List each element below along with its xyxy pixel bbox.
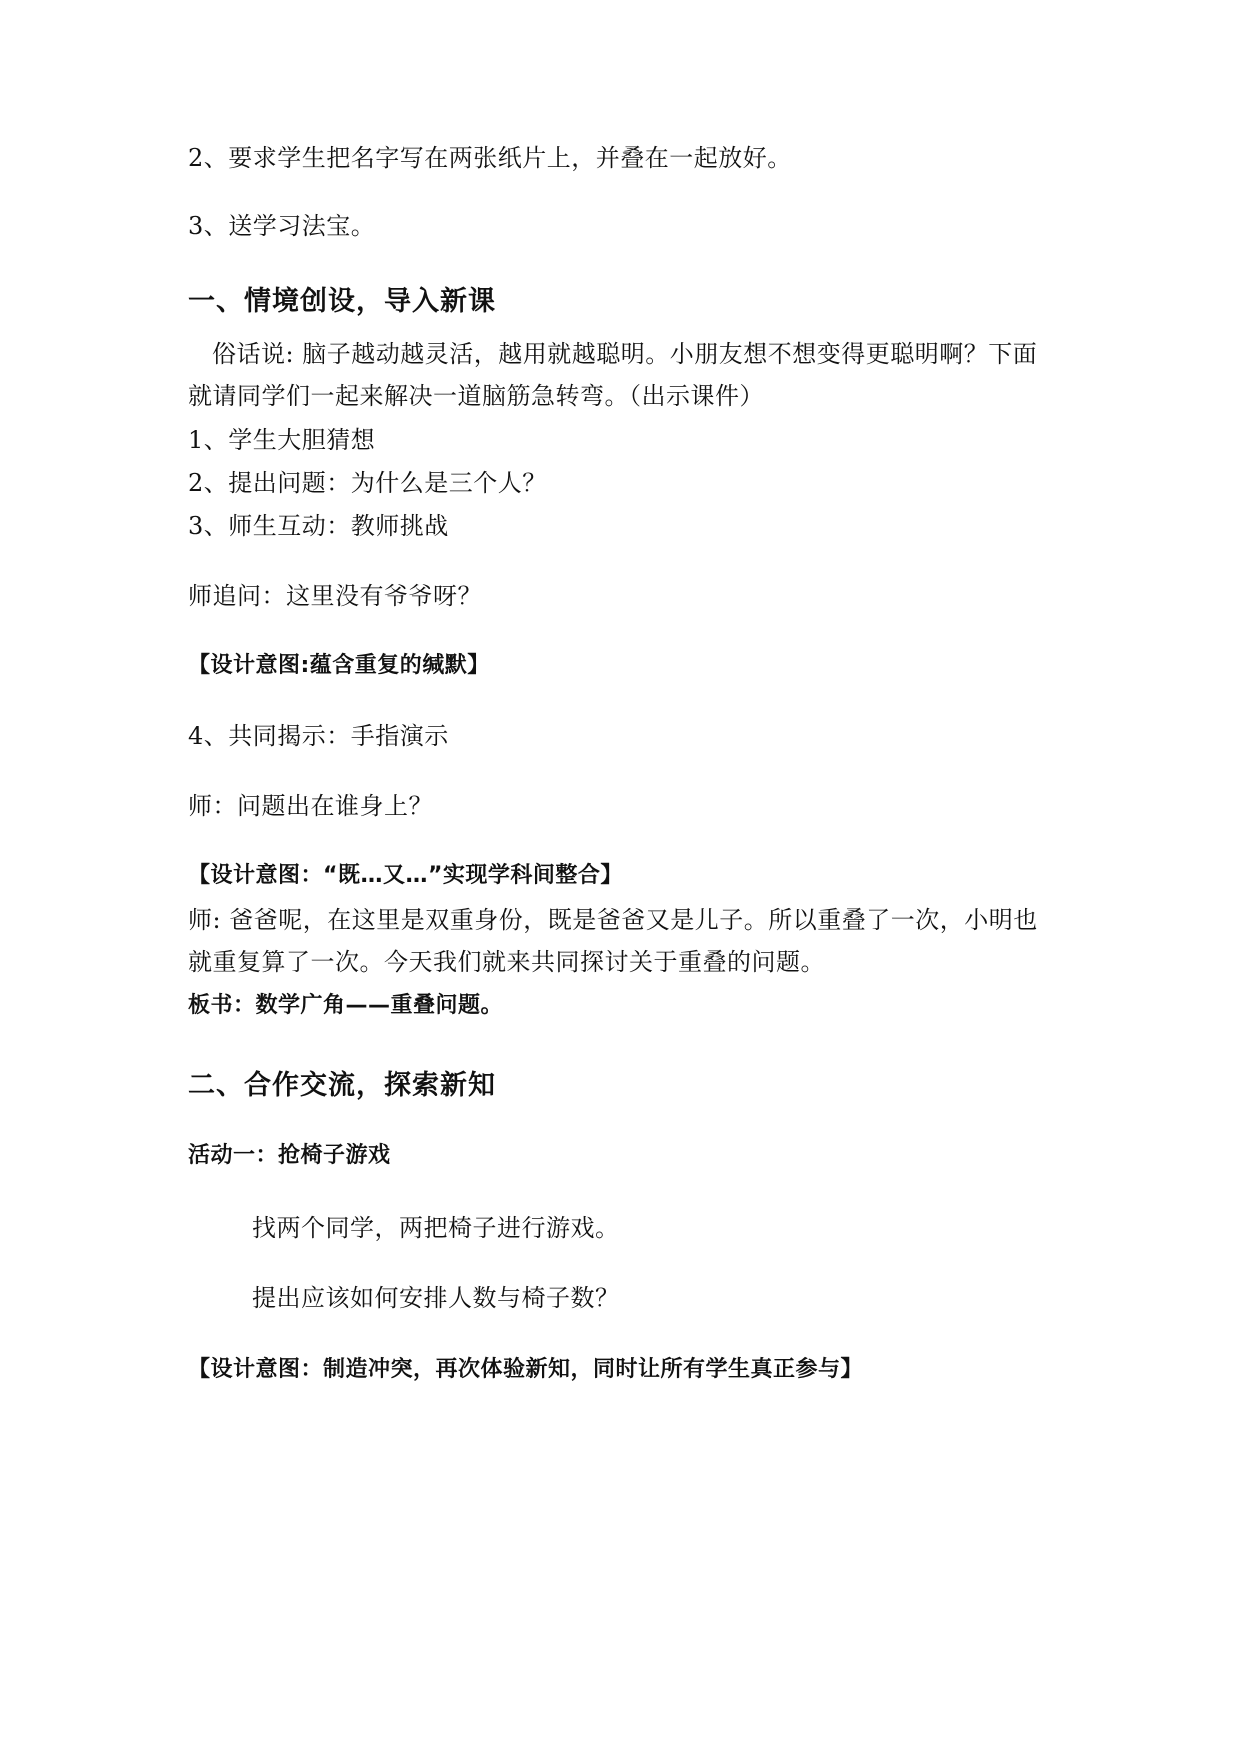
section1-step-4: 4、共同揭示：手指演示 xyxy=(188,722,449,750)
design-intent-3: 【设计意图：制造冲突，再次体验新知，同时让所有学生真正参与】 xyxy=(188,1357,864,1382)
explanation-line2: 就重复算了一次。今天我们就来共同探讨关于重叠的问题。 xyxy=(188,948,825,976)
intro-item-2: 2、要求学生把名字写在两张纸片上，并叠在一起放好。 xyxy=(188,144,792,172)
section1-step-1: 1、学生大胆猜想 xyxy=(188,426,376,454)
section1-paragraph-line2: 就请同学们一起来解决一道脑筋急转弯。（出示课件） xyxy=(188,382,764,410)
section1-step-3: 3、师生互动：教师挑战 xyxy=(188,512,449,540)
teacher-question-2: 师：问题出在谁身上？ xyxy=(188,792,433,820)
board-note: 板书：数学广角——重叠问题。 xyxy=(188,993,504,1018)
activity-line1: 找两个同学，两把椅子进行游戏。 xyxy=(252,1214,620,1242)
explanation-line1: 师: 爸爸呢，在这里是双重身份，既是爸爸又是儿子。所以重叠了一次，小明也 xyxy=(188,906,1038,934)
design-intent-1: 【设计意图:蕴含重复的缄默】 xyxy=(188,653,490,678)
activity-title: 活动一：抢椅子游戏 xyxy=(188,1143,391,1168)
design-intent-2: 【设计意图：“既…又…”实现学科间整合】 xyxy=(188,863,623,888)
teacher-question: 师追问：这里没有爷爷呀？ xyxy=(188,582,482,610)
intro-item-3: 3、送学习法宝。 xyxy=(188,212,376,240)
section1-paragraph-line1: 俗话说: 脑子越动越灵活，越用就越聪明。小朋友想不想变得更聪明啊？下面 xyxy=(212,340,1038,368)
section1-step-2: 2、提出问题：为什么是三个人？ xyxy=(188,469,547,497)
section1-heading: 一、情境创设，导入新课 xyxy=(188,286,496,317)
activity-line2: 提出应该如何安排人数与椅子数？ xyxy=(252,1284,620,1312)
section2-heading: 二、合作交流，探索新知 xyxy=(188,1070,496,1101)
